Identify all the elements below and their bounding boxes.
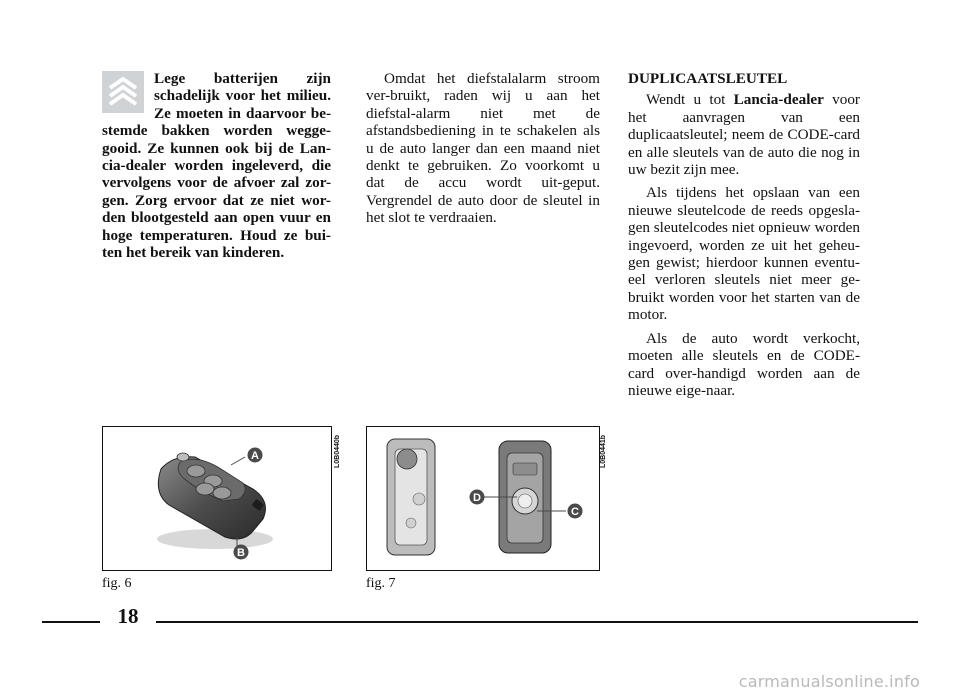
figure-7-caption: fig. 7 [366, 576, 396, 591]
figure-7-code: L0B0441b [600, 434, 607, 468]
footer-rule-right [156, 621, 918, 623]
figure-7-key-open [366, 426, 600, 571]
dealer-paragraph [628, 91, 860, 178]
callout-d-label: D [473, 492, 481, 504]
figure-6-key-fob [102, 426, 332, 571]
section-heading: DUPLICAATSLEUTEL [628, 70, 788, 87]
callout-c-label: C [571, 506, 579, 518]
alarm-paragraph: Omdat het diefstalalarm stroom ver-bruikt, raden wij u aan het diefstal-alarm niet met de afstandsbediening in te schakelen als u de auto langer dan een maand niet denkt te gebruiken. Zo voorkomt u dat de accu wordt uit-geput. Vergrendel de auto door de sleutel in het slot te verdraaien. [366, 70, 600, 227]
duplicate-key-column [628, 70, 860, 405]
figure-6-code: L0B0440b [334, 434, 341, 468]
callout-a-label: A [251, 450, 259, 462]
footer-rule-left [42, 621, 100, 623]
figure-6-caption: fig. 6 [102, 576, 132, 591]
key-open-illustration [367, 427, 600, 571]
alarm-column [366, 70, 600, 227]
key-code-paragraph: Als tijdens het opslaan van een nieuwe sleutelcode de reeds opgesla-gen sleutelcodes niet opnieuw worden ingevoerd, worden ze uit het geheu-gen gewist; hierdoor kunnen eventu-eel verloren sleutels niet meer ge-bruikt worden voor het starten van de motor. [628, 184, 860, 324]
battery-warning-text: Lege batterijen zijn schadelijk voor het milieu. Ze moeten in daarvoor be-stemde bakken worden wegge-gooid. Ze kunnen ook bij de Lan-cia-dealer worden ingeleverd, die vervolgens voor de afvoer zal zor-gen. Zorg ervoor dat ze niet wor-den blootgesteld aan open vuur en hoge temperaturen. Houd ze bui-ten het bereik van kinderen. [102, 70, 331, 262]
callout-b-label: B [237, 547, 245, 559]
battery-warning-column [102, 70, 331, 261]
page-number: 18 [117, 604, 139, 628]
key-fob-illustration [103, 427, 332, 571]
dealer-paragraph-start: Wendt u tot [646, 91, 734, 109]
sale-paragraph: Als de auto wordt verkocht, moeten alle sleutels en de CODE-card over-handigd worden aan de nieuwe eige-naar. [628, 329, 860, 399]
watermark: carmanualsonline.info [738, 672, 920, 691]
warning-chevrons-icon [102, 71, 144, 113]
dealer-name: Lancia-dealer [733, 91, 824, 109]
dealer-paragraph-end: voor het aanvragen van een duplicaatsleutel; neem de CODE-card en alle sleutels van de auto die nog in uw bezit zijn mee. [628, 91, 860, 179]
